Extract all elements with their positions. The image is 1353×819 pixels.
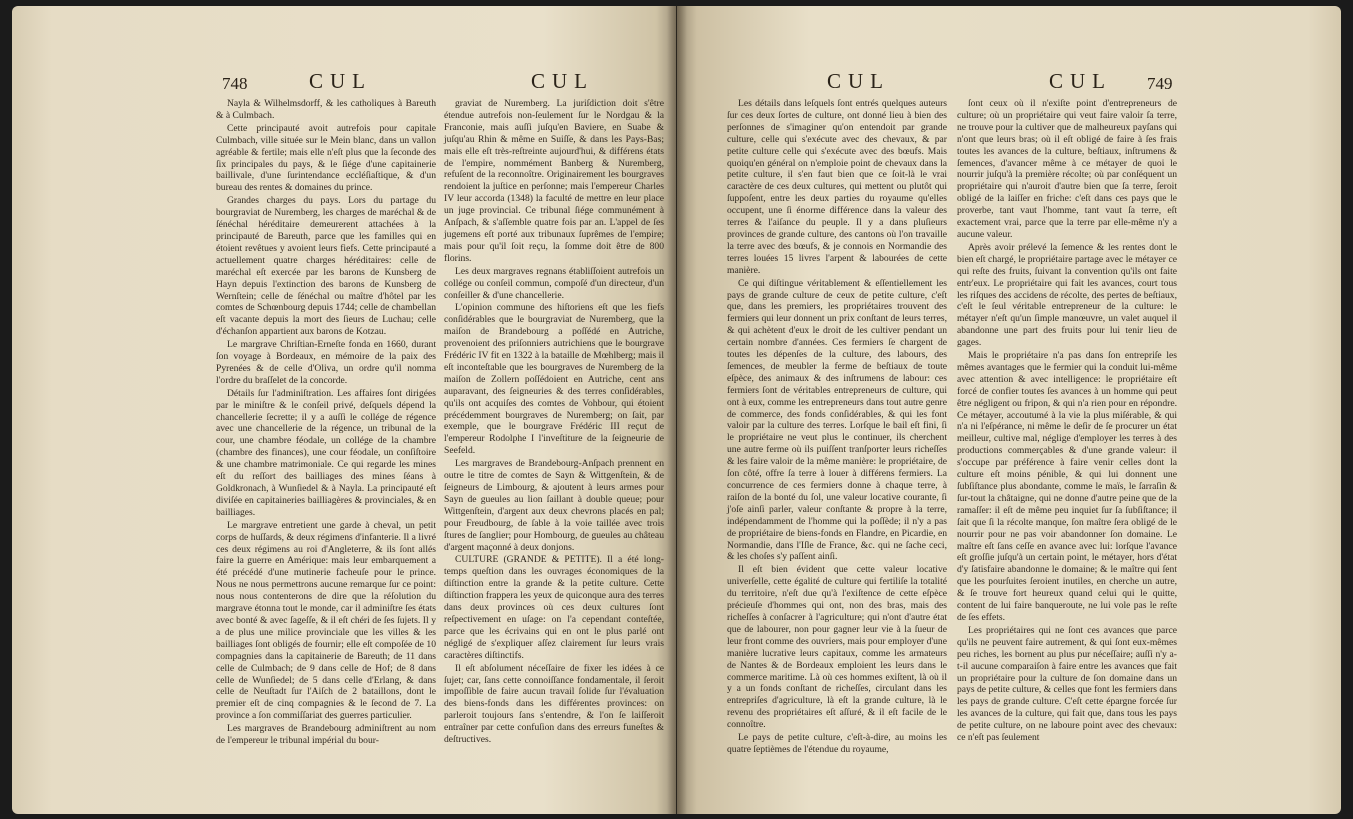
right-page-number: 749 bbox=[1147, 74, 1173, 93]
right-page-header bbox=[677, 68, 1341, 96]
paragraph: ſont ceux où il n'exiſte point d'entrepreneurs de culture; où un propriétaire qui veut faire valoir ſa terre, ne trouve pour la cultiver que de malheureux payſans qui n'ont que leurs bras; où il eſt obligé de faire à ſes frais toutes les avances de la culture, beſtiaux, inſtrumens & ſemences, d'avancer même à ce métayer de quoi le nourrir juſqu'à la première récolte; où par conſéquent un propriétaire qui n'auroit d'autre bien que ſa terre, ſeroit obligé de la laiſſer en friche: c'eſt dans ces pays que le proverbe, tant vaut l'homme, tant vaut ſa terre, eſt exactement vrai, parce que la terre par elle-même n'y a aucune valeur. bbox=[957, 98, 1177, 240]
book-gutter bbox=[667, 6, 687, 814]
paragraph: Les margraves de Brandebourg adminiſtrent au nom de l'empereur le tribunal impérial du bour- bbox=[216, 723, 436, 747]
right-page bbox=[677, 6, 1341, 814]
left-page-header bbox=[12, 68, 676, 96]
left-page-column-1 bbox=[216, 98, 436, 748]
paragraph: Les propriétaires qui ne ſont ces avances que parce qu'ils ne peuvent faire autrement, & qui ſont eux-mêmes peu riches, les bornent au plus pur néceſſaire; auſſi n'y a-t-il aucune comparaiſon à faire entre les avances que fait un propriétaire pour la culture de ſon domaine dans un pays de petite culture, & celles que font les fermiers dans les pays de grande culture. C'eſt cette épargne forcée ſur les avances de la culture, qui fait que, dans tous les pays de petite culture, on ne laboure point avec des chevaux: ce n'eſt pas ſeulement bbox=[957, 624, 1177, 744]
right-page-column-2 bbox=[957, 98, 1177, 745]
paragraph: Cette principauté avoit autrefois pour capitale Culmbach, ville située sur le Mein blanc, dans un vallon agréable & fertile; mais elle n'eſt plus que la ſeconde des ſix principales du pays, & le ſiége d'une capitainerie baillivale, d'une ſurintendance eccléſiaſtique, & d'un bureau des rentes & domaines du prince. bbox=[216, 122, 436, 194]
paragraph: Les margraves de Brandebourg-Anſpach prennent en outre le titre de comtes de Sayn & Wittgenſtein, & de ſeigneurs de Limbourg, & ajoutent à leurs armes pour Sayn de gueules au lion ſaillant à double queue; pour Wittgenſtein, d'argent aux deux chevrons placés en pal; pour Freudbourg, de ſable à la voie taillée avec trois ſtures de ſanglier; pour Hombourg, de gueules au château d'argent maçonné à deux donjons. bbox=[444, 458, 664, 553]
paragraph: L'opinion commune des hiſtoriens eſt que les fiefs conſidérables que le bourgraviat de Nuremberg, que la maiſon de Brandebourg a poſſédé en Autriche, provenoient des priſonniers autrichiens que le bourgrave Frédéric IV fit en 1322 à la bataille de Mœhlberg; mais il eſt inconteſtable que les bourgraves de Nuremberg de la maiſon de Zollern poſſédoient en Autriche, cent ans auparavant, des ſeigneuries & des terres conſidérables, qu'ils ont acquiſes des comtes de Vohbour, qui étoient précédemment bourgraves de Nuremberg; on ſait, par exemple, que le bourgrave Frédéric III reçut de l'empereur Rodolphe I l'inveſtiture de la ſeigneurie de Seefeld. bbox=[444, 302, 664, 457]
left-page-column-2 bbox=[444, 98, 664, 747]
left-header-word-left: CUL bbox=[309, 69, 372, 93]
paragraph: Mais le propriétaire n'a pas dans ſon entrepriſe les mêmes avantages que le fermier qui la conduit lui-même avec attention & avec intelligence: le propriétaire eſt forcé de confier toutes ſes avances à un homme qui peut être négligent ou fripon, & qui n'a rien pour en répondre. Ce métayer, accoutumé à la vie la plus miſérable, & qui n'a ni l'eſpérance, ni même le deſir de ſe procurer un état meilleur, cultive mal, néglige d'employer les terres à des productions commerçables & d'une grande valeur: il s'occupe par préférence à faire venir celles dont la culture eſt moins pénible, & qui lui donnent une ſubſiſtance plus abondante, comme le maïs, le ſarraſin & ſur-tout la châtaigne, qui ne donne d'autre peine que de la ramaſſer: il eſt de même peu inquiet ſur ſa ſubſiſtance; il ſait que ſi la récolte manque, ſon maître ſera obligé de le nourrir pour ne pas voir abandonner ſon domaine. Le maître eſt ſans ceſſe en avance avec lui: lorſque l'avance eſt groſſie juſqu'à un certain point, le métayer, hors d'état d'y ſatisfaire abandonne le domaine; & le maître qui ſent que les pourſuites ſeroient inutiles, en cherche un autre, & ſe trouve fort heureux quand celui qui le quitte, content de lui faire banqueroute, ne lui vole pas le reſte de ſes effets. bbox=[957, 350, 1177, 623]
left-page-number: 748 bbox=[222, 74, 248, 93]
paragraph: Le margrave Chriſtian-Erneſte fonda en 1660, durant ſon voyage à Bordeaux, en mémoire de la paix des Pyrenées & de celle d'Oliva, un ordre qu'il nomma l'ordre du braſſelet de la concorde. bbox=[216, 339, 436, 386]
paragraph: Le pays de petite culture, c'eſt-à-dire, au moins les quatre ſeptièmes de l'étendue du royaume, bbox=[727, 732, 947, 755]
paragraph: Le margrave entretient une garde à cheval, un petit corps de huſſards, & deux régimens d'infanterie. Il a livré ces deux régimens au roi d'Angleterre, & ils ſont allés faire la guerre en Amérique: mais leur embarquement a été précédé d'une mutinerie facheuſe pour le prince. Nous ne nous permettrons aucune remarque ſur ce point: nous nous contenterons de dire que la réſolution du margrave étonna tout le monde, car il adminiſtre ſes états avec bonté & avec ſageſſe, & il eſt chéri de ſes ſujets. Il y a de plus une milice provinciale que les villes & les bailliages ſont obligés de fournir; elle eſt compoſée de 10 compagnies dans la capitainerie de Bareuth; de 11 dans celle de Culmbach; de 9 dans celle de Hof; de 8 dans celle de Wunſiedel; de 5 dans celle d'Erlang, & dans celle de Neuſtadt ſur l'Aiſch de 2 bataillons, dont le premier eſt de cinq compagnies & le ſecond de 7. La province a ſon commiſſariat des guerres particulier. bbox=[216, 519, 436, 722]
paragraph: Nayla & Wilhelmsdorff, & les catholiques à Bareuth & à Culmbach. bbox=[216, 98, 436, 121]
paragraph: Les détails dans leſquels ſont entrés quelques auteurs ſur ces deux ſortes de culture, ont donné lieu à bien des perſonnes de s'imaginer qu'on entendoit par grande culture, celle qui s'exécute avec des chevaux, & par petite culture celle qui s'exécute avec des bœufs. Mais quoiqu'en général on n'emploie point de chevaux dans la petite culture, il s'en faut bien que ce ſoit-là le vrai caractère de ces deux cultures, qui mettent ou plutôt qui ſuppoſent, entre les deux parties du royaume qu'elles occupent, une ſi énorme différence dans la valeur des terres & l'aiſance du peuple. Il y a dans pluſieurs provinces de grande culture, des cantons où l'on travaille la terre avec des bœufs, & je connois en Normandie des terres louées 15 livres l'arpent & labourées de cette manière. bbox=[727, 98, 947, 276]
paragraph: Il eſt abſolument néceſſaire de fixer les idées à ce ſujet; car, ſans cette connoiſſance fondamentale, il ſeroit impoſſible de faire aucun travail ſolide ſur l'évaluation des biens-fonds dans les différentes provinces: on parleroit toujours ſans s'entendre, & l'on ſe laiſſeroit entraîner par cette confuſion dans des erreurs funeſtes & deſtructives. bbox=[444, 662, 664, 746]
paragraph: Après avoir prélevé la ſemence & les rentes dont le bien eſt chargé, le propriétaire partage avec le métayer ce qui reſte des fruits, ſuivant la convention qu'ils ont faite entr'eux. Le propriétaire qui fait les avances, court tous les riſques des accidens de récolte, des pertes de beſtiaux, c'eſt le ſeul véritable entrepreneur de la culture: le métayer n'eſt qu'un ſimple manœuvre, un valet auquel il abandonne une part des fruits pour lui tenir lieu de gages. bbox=[957, 241, 1177, 349]
paragraph: Il eſt bien évident que cette valeur locative univerſelle, cette égalité de culture qui fertiliſe la totalité du territoire, n'eſt due qu'à l'exiſtence de cette eſpèce précieuſe d'hommes qui ont, non des bras, mais des richeſſes à conſacrer à l'agriculture; qui n'ont d'autre état que de labourer, non pour gagner leur vie à la ſueur de leur front comme des ouvriers, mais pour employer d'une manière lucrative leurs capitaux, comme les armateurs de Nantes & de Bordeaux emploient les leurs dans le commerce maritime. Là où ces hommes exiſtent, là où il y a un fonds conſtant de richeſſes, circulant dans les entrepriſes d'agriculture, là eſt la grande culture, là le revenu des propriétaires eſt aſſuré, & il eſt facile de le connoître. bbox=[727, 564, 947, 731]
right-header-word-left: CUL bbox=[827, 69, 890, 93]
right-header-word-right: CUL bbox=[1049, 69, 1112, 93]
paragraph: Détails ſur l'adminiſtration. Les affaires ſont dirigées par le miniſtre & le conſeil privé, deſquels dépend la chancellerie ſecrette; il y a auſſi le collége de régence avec une chancellerie de la régence, un tribunal de la cour, une chambre féodale, un collége de la chambre (chambre des finances), une cour féodale, un conſiſtoire & une chambre matrimoniale. Ce qui regarde les mines eſt du reſſort des bailliages des mines ſéans à Goldkronach, à Wunſiedel & à Nayla. La principauté eſt diviſée en capitaineries bailliagères & provinciales, & en bailliages. bbox=[216, 387, 436, 518]
left-page bbox=[12, 6, 676, 814]
paragraph: CULTURE (GRANDE & PETITE). Il a été long-temps queſtion dans les ouvrages économiques de la diſtinction entre la grande & la petite culture. Cette diſtinction frappera les yeux de quiconque aura des terres dans deux provinces où ces deux cultures ſont reſpectivement en uſage: on l'a cependant conteſtée, parce que les écrivains qui en ont le plus parlé ont négligé de s'expliquer aſſez clairement ſur leurs vrais caractères diſtinctifs. bbox=[444, 554, 664, 661]
paragraph: graviat de Nuremberg. La juriſdiction doit s'être étendue autrefois non-ſeulement ſur le Nordgau & la Franconie, mais auſſi juſqu'en Baviere, en Suabe & juſqu'au Rhin & même en Suiſſe, & dans les Pays-Bas; mais elle eſt très-reſtreinte aujourd'hui, & différens états de l'empire, nommément Banberg & Nuremberg, refuſent de la reconnoître. Originairement les bourgraves rendoient la juſtice en perſonne; mais l'empereur Charles IV leur accorda (1348) la faculté de mettre en leur place un juge provincial. Ce tribunal ſiége communément à Anſpach, & s'aſſemble quatre fois par an. L'appel de ſes jugemens eſt porté aux tribunaux ſuprêmes de l'empire; mais pour qu'il ſoit reçu, la ſomme doit être de 800 florins. bbox=[444, 98, 664, 264]
open-book bbox=[12, 6, 1341, 814]
paragraph: Les deux margraves regnans établiſſoient autrefois un collége ou conſeil commun, compoſé d'un directeur, d'un conſeiller & d'une chancellerie. bbox=[444, 265, 664, 301]
paragraph: Grandes charges du pays. Lors du partage du bourgraviat de Nuremberg, les charges de maréchal & de ſénéchal héréditaire demeurerent attachées à la principauté de Bareuth, parce que les familles qui en étoient revêtues y avoient leurs fiefs. Cette principauté a actuellement quatre charges héréditaires: celle de maréchal eſt exercée par les barons de Kunsberg de Hayn depuis l'extinction des barons de Kunsberg de Wernſtein; celle de ſénéchal ou maître d'hôtel par les comtes de Schœnbourg depuis 1744; celle de chambellan eſt vacante depuis la mort des ſieurs de Luchau; celle d'échanſon appartient aux barons de Kotzau. bbox=[216, 195, 436, 338]
right-page-column-1 bbox=[727, 98, 947, 757]
paragraph: Ce qui diſtingue véritablement & eſſentiellement les pays de grande culture de ceux de petite culture, c'eſt que, dans les premiers, les propriétaires trouvent des fermiers qui leur donnent un prix conſtant de leurs terres, & qui achètent d'eux le droit de les cultiver pendant un certain nombre d'années. Ces fermiers ſe chargent de toutes les dépenſes de la culture, des labours, des ſemences, de meubler la ferme de beſtiaux de toute eſpèce, des animaux & des inſtrumens de labour: ces fermiers ſont de véritables entrepreneurs de culture, qui ont à eux, comme les entrepreneurs dans tout autre genre de commerce, des fonds conſidérables, & qui les font valoir par la culture des terres. Lorſque le bail eſt fini, ſi le propriétaire ne veut plus le continuer, ils cherchent une autre ferme où ils puiſſent tranſporter leurs richeſſes & les faire valoir de la même manière: le propriétaire, de ſon côté, offre ſa terre à louer à différens fermiers. La concurrence de ces fermiers donne à chaque terre, à raiſon de la bonté du ſol, une valeur locative courante, ſi j'oſe ainſi parler, valeur conſtante & propre à la terre, indépendamment de l'homme qui la poſſède; il n'y a pas de propriétaire de biens-fonds en Flandre, en Picardie, en Normandie, dans l'Iſle de France, &c. qui ne ſache ceci, & les choſes s'y paſſent ainſi. bbox=[727, 277, 947, 563]
left-header-word-right: CUL bbox=[531, 69, 594, 93]
